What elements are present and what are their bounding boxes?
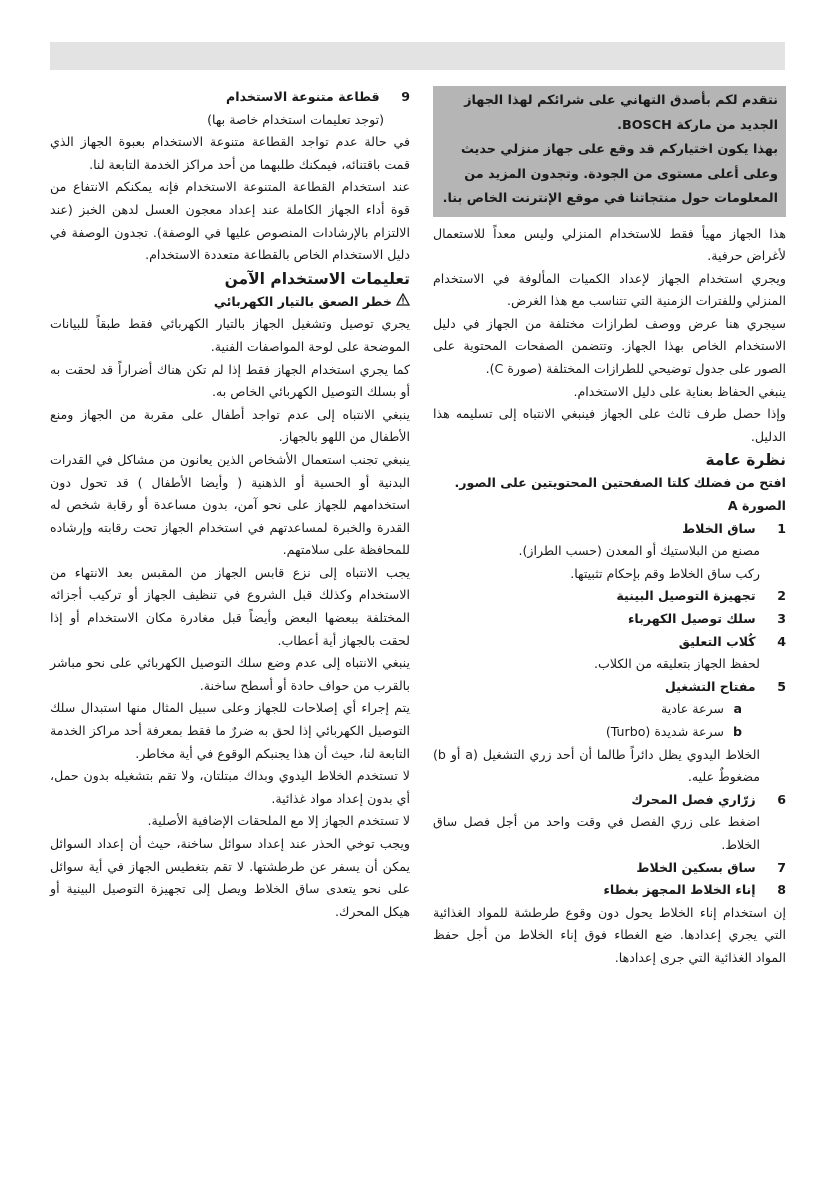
intro-line: نتقدم لكم بأصدق التهاني على شرائكم لهذا الجهاز: [464, 93, 778, 108]
item-body: لحفظ الجهاز بتعليقه من الكلاب.: [594, 656, 760, 672]
paragraph: يتم إجراء أي إصلاحات للجهاز وعلى سبيل المثال منها استبدال سلك التوصيل الكهربائي إذا لحق به ضررٌ ما فقط بمعرفة أحد مراكز الخدمة التابعة لنا، حيث أن هذا يجنبكم الوقوع في أية مخاطر.: [50, 700, 410, 761]
safety-title: تعليمات الاستخدام الآمن: [224, 269, 410, 288]
item-heading: 5 مفتاح التشغيل: [664, 678, 786, 694]
header-bar: [50, 42, 785, 70]
item-heading: 4 كُلاب التعليق: [678, 633, 786, 649]
item-body: إن استخدام إناء الخلاط يحول دون وقوع طرطشة للمواد الغذائية التي يجري إعدادها. ضع الغطاء فوق إناء الخلاط من أجل حفظ المواد الغذائية التي جرى إعدادها.: [433, 904, 786, 965]
item-heading: 2 تجهيزة التوصيل البينية: [616, 588, 786, 604]
item-heading: 3 سلك توصيل الكهرباء: [627, 611, 786, 626]
paragraph: يجري توصيل وتشغيل الجهاز بالتيار الكهربائي فقط طبقاً للبيانات الموضحة على لوحة المواصفات الفنية.: [50, 316, 410, 354]
warning-triangle-icon: [396, 291, 410, 314]
intro-line: الجديد من ماركة BOSCH.: [617, 117, 778, 133]
overview-title: نظرة عامة: [705, 451, 786, 470]
intro-line: بهذا يكون اختياركم قد وقع على جهاز منزلي حديث: [461, 142, 778, 157]
left-column: [50, 86, 410, 923]
item-heading: 9 قطاعة متنوعة الاستخدام: [226, 89, 410, 104]
item-body: اضغط على زري الفصل في وقت واحد من أجل فصل ساق الخلاط.: [433, 814, 760, 852]
paragraph: يجب الانتباه إلى نزع قابس الجهاز من المقبس بعد الانتهاء من الاستخدام وكذلك قبل الشروع في تنظيف الجهاز أو تركيب أجزائه المختلفة ببعضها البعض وأيضاً قبل مغادرة مكان الاستخدام أو إذا لحقت بالجهاز أية أعطاب.: [50, 564, 410, 648]
item-subtitle: (توجد تعليمات استخدام خاصة بها): [207, 111, 384, 127]
intro-line: وعلى أعلى مستوى من الجودة. وتجدون المزيد من: [464, 166, 778, 182]
paragraph: ينبغي الانتباه إلى عدم وضع سلك التوصيل الكهربائي على نحو مباشر بالقرب من حواف حادة أو أسطح ساخنة.: [50, 655, 410, 693]
item-heading: 8 إناء الخلاط المجهز بغطاء: [603, 882, 786, 898]
paragraph: ويجب توخي الحذر عند إعداد سوائل ساخنة، حيث أن إعداد السوائل يمكن أن يسفر عن طرطشتها. لا تقم بتغطيس الجهاز في أية سوائل على نحو يتعدى ساق الخلاط ويصل إلى تجهيزة التوصيل البينية أو هيكل المحرك.: [50, 836, 410, 919]
item-body: الخلاط اليدوي يظل دائراً طالما أن أحد زري التشغيل (a أو b) مضغوطٌ عليه.: [433, 746, 760, 785]
paragraph: ينبغي الحفاظ بعناية على دليل الاستخدام.: [573, 383, 786, 399]
item-body: ركب ساق الخلاط وقم بإحكام تثبيتها.: [570, 565, 760, 581]
paragraph: ينبغي تجنب استعمال الأشخاص الذين يعانون من مشاكل في القدرات البدنية أو الحسية أو الذهنية ( وأيضا الأطفال ) قد تحول دون استخدامهم للجهاز على نحو آمن، بدون مساعدة أو رقابة شخص له القدرة والخبرة لمساعدتهم في استخدام الجهاز تحت رقابته وإرشاده للمحافظة على سلامتهم.: [50, 451, 410, 558]
figure-label: الصورة A: [727, 498, 786, 514]
paragraph: هذا الجهاز مهيأ فقط للاستخدام المنزلي وليس معداً للاستعمال لأغراض حرفية.: [433, 225, 786, 264]
item-heading: 7 ساق بسكين الخلاط: [636, 859, 786, 875]
paragraph: وإذا حصل طرف ثالث على الجهاز فينبغي الانتباه إلى تسليمه هذا الدليل.: [433, 406, 786, 444]
paragraph: في حالة عدم تواجد القطاعة متنوعة الاستخدام بعبوة الجهاز الذي قمت باقتنائه، فيمكنك طلبهما من أحد مراكز الخدمة التابعة لنا.: [50, 134, 410, 172]
item-heading: 6 زرّاري فصل المحرك: [631, 791, 786, 807]
warning-heading: خطر الصعق بالتيار الكهربائي: [50, 291, 410, 314]
paragraph: لا تستخدم الخلاط اليدوي وبداك مبتلتان، ولا تقم بتشغيله بدون حمل، أي بدون إعداد مواد غذائية.: [50, 768, 410, 806]
right-column: [433, 86, 786, 970]
paragraph: ينبغي الانتباه إلى عدم تواجد أطفال على مقربة من الجهاز ومنع الأطفال من اللهو بالجهاز.: [50, 406, 410, 445]
paragraph: ويجري استخدام الجهاز لإعداد الكميات المألوفة في الاستخدام المنزلي وللفترات الزمنية التي تتناسب مع هذا الغرض.: [433, 270, 786, 309]
overview-instruction: افتح من فضلك كلتا الصفحتين المحتويتين على الصور.: [454, 475, 786, 491]
paragraph: عند استخدام القطاعة المتنوعة الاستخدام فإنه يمكنكم الانتفاع من قوة أداء الجهاز الكاملة عند إعداد معجون العسل لدهن الخبز (عند الالتزام بالإرشادات المنصوص عليها في الوصفة). تجدون الوصفة في دليل الاستخدام الخاص بالقطاعة متعددة الاستخدام.: [50, 179, 410, 263]
paragraph: سيجري هنا عرض ووصف لطرازات مختلفة من الجهاز في دليل الاستخدام الخاص بهذا الجهاز. وتتضمن الصفحات المحتوية على الصور على جدول توضيحي للطرازات المختلفة (صورة C).: [433, 315, 786, 377]
item-body: مصنع من البلاستيك أو المعدن (حسب الطراز).: [518, 543, 760, 559]
intro-line: المعلومات حول منتجاتنا في موقع الإنترنت الخاص بنا.: [442, 191, 778, 206]
paragraph: كما يجري استخدام الجهاز فقط إذا لم تكن هناك أضراراً قد لحقت به أو بسلك التوصيل الكهربائي الخاص به.: [50, 361, 410, 400]
item-heading: 1 ساق الخلاط: [682, 520, 786, 536]
sub-item: bسرعة شديدة (Turbo): [605, 723, 742, 739]
intro-box: [433, 86, 786, 217]
paragraph: لا تستخدم الجهاز إلا مع الملحقات الإضافية الأصلية.: [147, 813, 410, 829]
sub-item: aسرعة عادية: [661, 701, 742, 717]
